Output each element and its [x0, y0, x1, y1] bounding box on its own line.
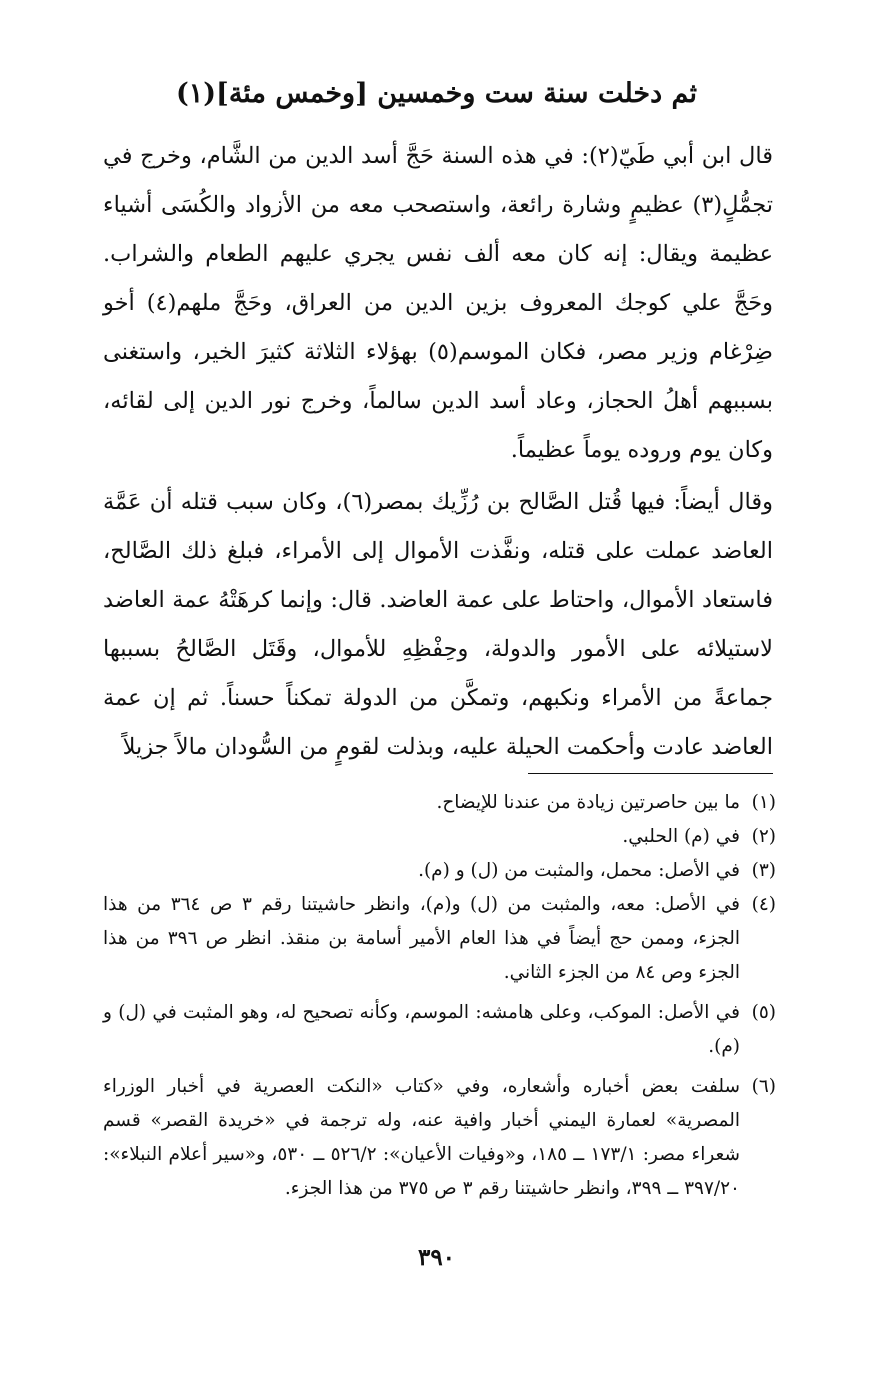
footnote-number: (٣) — [751, 860, 776, 881]
chapter-heading: ثم دخلت سنة ست وخمسين [وخمس مئة](١) — [175, 78, 698, 109]
footnote-5 — [103, 996, 776, 1064]
footnotes-list — [103, 786, 776, 1206]
footnote-number: (٢) — [751, 826, 776, 847]
footnote-2 — [103, 820, 776, 854]
footnote-number: (٦) — [751, 1076, 776, 1097]
paragraph-2: وقال أيضاً: فيها قُتل الصَّالح بن رُزِّيك بمصر(٦)، وكان سبب قتله أن عَمَّة العاضد عملت على قتله، ونفَّذت الأموال إلى الأمراء، فبلغ ذلك الصَّالح، فاستعاد الأموال، واحتاط على عمة العاضد. قال: وإنما كرهَتْهُ عمة العاضد لاستيلائه على الأمور والدولة، وحِفْظِهِ للأموال، وقَتَل الصَّالحُ بسببها جماعةً من الأمراء ونكبهم، وتمكَّن من الدولة تمكناً حسناً. ثم إن عمة العاضد عادت وأحكمت الحيلة عليه، وبذلت لقومٍ من السُّودان مالاً جزيلاً — [103, 489, 773, 760]
paragraph-1: قال ابن أبي طَيّ(٢): في هذه السنة حَجَّ أسد الدين من الشَّام، وخرج في تجمُّلٍ(٣) عظيمٍ وشارة رائعة، واستصحب معه من الأزواد والكُسَى أشياء عظيمة ويقال: إنه كان معه ألف نفس يجري عليهم الطعام والشراب. وحَجَّ علي كوجك المعروف بزين الدين من العراق، وحَجَّ ملهم(٤) أخو ضِرْغام وزير مصر، فكان الموسم(٥) بهؤلاء الثلاثة كثيرَ الخير، واستغنى بسببهم أهلُ الحجاز، وعاد أسد الدين سالماً، وخرج نور الدين إلى لقائه، وكان يوم وروده يوماً عظيماً. — [103, 143, 774, 463]
footnote-text: في (م) الحلبي. — [622, 826, 740, 847]
footnote-number: (٤) — [751, 894, 776, 915]
footnote-3 — [103, 854, 776, 888]
footnote-6 — [103, 1070, 776, 1206]
footnote-text: ما بين حاصرتين زيادة من عندنا للإيضاح. — [436, 792, 740, 813]
footnote-1 — [103, 786, 776, 820]
footnote-text: سلفت بعض أخباره وأشعاره، وفي «كتاب «النكت العصرية في أخبار الوزراء المصرية» لعمارة اليمني أخبار وافية عنه، وله ترجمة في «خريدة القصر» قسم شعراء مصر: ١٧٣/١ ــ ١٨٥، و«وفيات الأعيان»: ٥٢٦/٢ ــ ٥٣٠، و«سير أعلام النبلاء»: ٣٩٧/٢٠ ــ ٣٩٩، وانظر حاشيتنا رقم ٣ ص ٣٧٥ من هذا الجزء. — [103, 1076, 740, 1199]
footnote-separator — [528, 773, 773, 774]
footnote-number: (٥) — [751, 1002, 776, 1023]
footnote-text: في الأصل: محمل، والمثبت من (ل) و (م). — [418, 860, 740, 881]
footnote-number: (١) — [751, 792, 776, 813]
footnote-text: في الأصل: الموكب، وعلى هامشه: الموسم، وكأنه تصحيح له، وهو المثبت في (ل) و (م). — [103, 1002, 740, 1057]
footnote-text: في الأصل: معه، والمثبت من (ل) و(م)، وانظر حاشيتنا رقم ٣ ص ٣٦٤ من هذا الجزء، وممن حج أيضاً في هذا العام الأمير أسامة بن منقذ. انظر ص ٣٩٦ من هذا الجزء وص ٨٤ من الجزء الثاني. — [103, 894, 740, 983]
footnote-4 — [103, 888, 776, 990]
page-number: ٣٩٠ — [417, 1244, 456, 1271]
